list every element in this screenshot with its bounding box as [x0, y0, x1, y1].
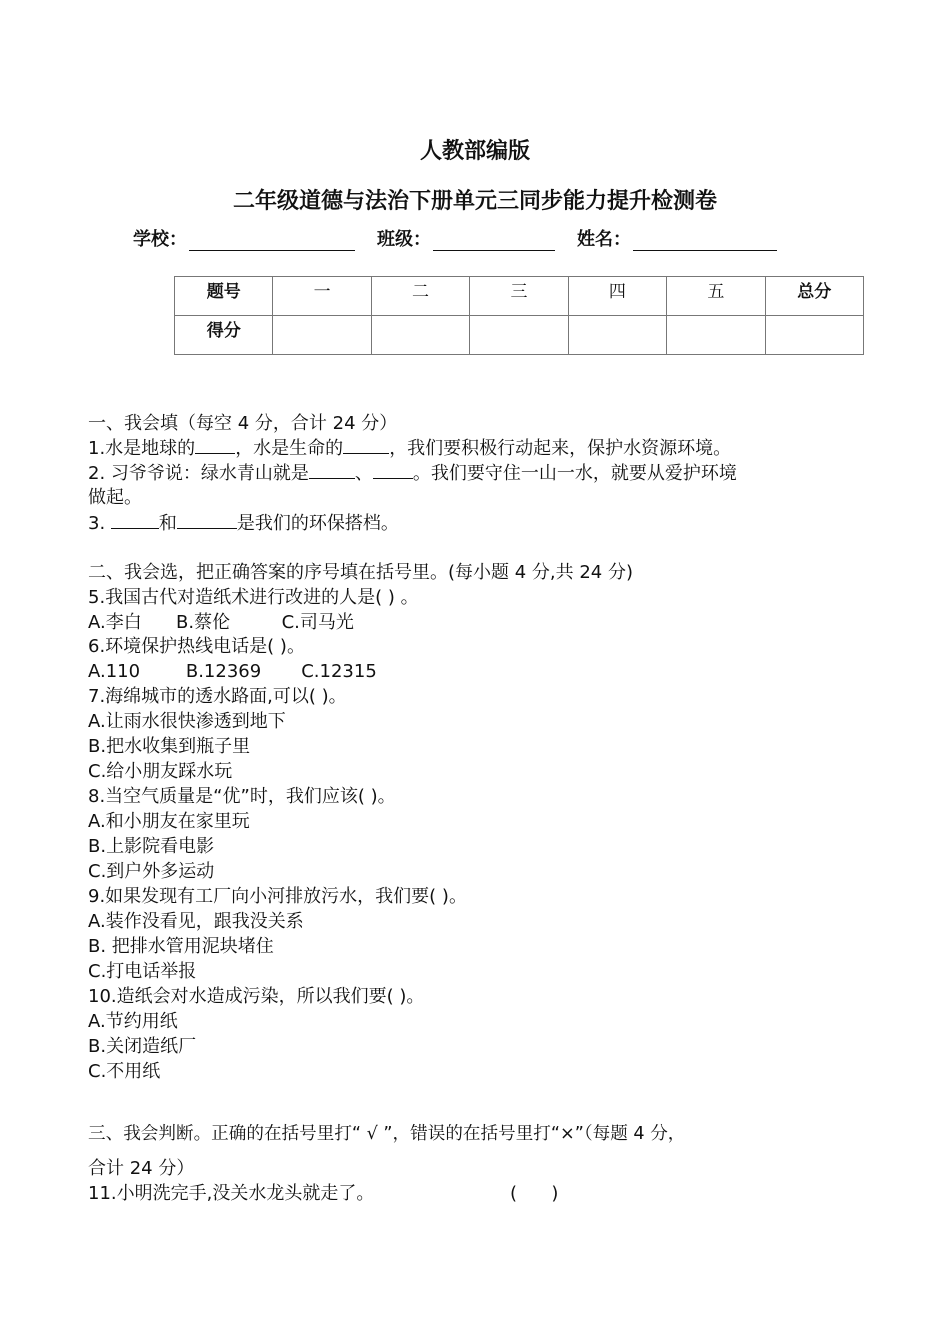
- option: C.不用纸: [88, 1061, 161, 1082]
- q1-part-a: 1.水是地球的: [88, 438, 196, 459]
- option: B.关闭造纸厂: [88, 1036, 197, 1057]
- option: B.把水收集到瓶子里: [88, 736, 251, 757]
- question-3: [88, 510, 399, 535]
- option: A.节约用纸: [88, 1011, 178, 1032]
- q3-blank-2[interactable]: [177, 510, 237, 529]
- option: C.打电话举报: [88, 961, 197, 982]
- student-info-row: [133, 225, 783, 251]
- question-6: 6.环境保护热线电话是( )。: [88, 636, 305, 657]
- score-table-score-row: [175, 316, 864, 355]
- score-cell[interactable]: [273, 316, 371, 355]
- option: B. 把排水管用泥块堵住: [88, 936, 274, 957]
- question-11: 11.小明洗完手,没关水龙头就走了。: [88, 1183, 375, 1204]
- score-table-header-row: [175, 277, 864, 316]
- q3-part-a: 3.: [88, 513, 111, 534]
- question-5: 5.我国古代对造纸术进行改进的人是( ) 。: [88, 587, 419, 608]
- q2-part-c: 。我们要守住一山一水，就要从爱护环境: [412, 463, 737, 484]
- section3-heading: 三、我会判断。正确的在括号里打“ √ ”，错误的在括号里打“×”（每题 4 分，: [88, 1124, 686, 1144]
- header-cell: 一: [273, 277, 371, 316]
- name-label: 姓名：: [577, 229, 631, 250]
- class-label: 班级：: [377, 229, 431, 250]
- q2-part-b: 、: [354, 463, 373, 484]
- school-label: 学校：: [133, 229, 187, 250]
- score-table: [174, 276, 864, 355]
- option: C.给小朋友踩水玩: [88, 761, 233, 782]
- question-10: 10.造纸会对水造成污染，所以我们要( )。: [88, 986, 425, 1007]
- section1-heading: 一、我会填（每空 4 分，合计 24 分）: [88, 413, 398, 434]
- option: B.上影院看电影: [88, 836, 215, 857]
- header-cell: 题号: [175, 277, 273, 316]
- option: A.装作没看见，跟我没关系: [88, 911, 304, 932]
- q2-part-a: 2. 习爷爷说：绿水青山就是: [88, 463, 309, 484]
- score-cell[interactable]: [568, 316, 666, 355]
- section3-heading-cont: 合计 24 分）: [88, 1158, 195, 1179]
- header-cell: 总分: [765, 277, 863, 316]
- exam-title: 二年级道德与法治下册单元三同步能力提升检测卷: [232, 189, 717, 214]
- q11-answer-bracket[interactable]: ( ): [510, 1183, 559, 1204]
- question-1: [88, 435, 731, 460]
- score-cell[interactable]: [470, 316, 568, 355]
- class-field[interactable]: [433, 232, 555, 251]
- q1-part-c: ，我们要积极行动起来，保护水资源环境。: [389, 438, 732, 459]
- question-6-options: A.110 B.12369 C.12315: [88, 661, 377, 682]
- header-cell: 五: [667, 277, 765, 316]
- school-field[interactable]: [189, 232, 355, 251]
- question-9: 9.如果发现有工厂向小河排放污水，我们要( )。: [88, 886, 467, 907]
- score-cell[interactable]: [667, 316, 765, 355]
- row-label-cell: 得分: [175, 316, 273, 355]
- header-cell: 四: [568, 277, 666, 316]
- score-cell[interactable]: [371, 316, 469, 355]
- q2-blank-1[interactable]: [309, 460, 355, 479]
- option: A.和小朋友在家里玩: [88, 811, 250, 832]
- question-5-options: A.李白 B.蔡伦 C.司马光: [88, 612, 354, 633]
- q1-blank-2[interactable]: [343, 435, 389, 454]
- publisher-heading: 人教部编版: [419, 139, 530, 164]
- q1-part-b: ，水是生命的: [235, 438, 344, 459]
- score-cell[interactable]: [765, 316, 863, 355]
- option: A.让雨水很快渗透到地下: [88, 711, 286, 732]
- question-2-cont: 做起。: [88, 487, 142, 508]
- q3-blank-1[interactable]: [111, 510, 159, 529]
- q2-blank-2[interactable]: [373, 460, 413, 479]
- name-field[interactable]: [633, 232, 777, 251]
- header-cell: 三: [470, 277, 568, 316]
- q3-part-b: 和: [158, 513, 177, 534]
- section2-heading: 二、我会选，把正确答案的序号填在括号里。(每小题 4 分,共 24 分): [88, 562, 634, 583]
- q1-blank-1[interactable]: [195, 435, 235, 454]
- q3-part-c: 是我们的环保搭档。: [236, 513, 399, 534]
- option: C.到户外多运动: [88, 861, 215, 882]
- question-7: 7.海绵城市的透水路面,可以( )。: [88, 686, 347, 707]
- question-2: [88, 460, 737, 485]
- question-8: 8.当空气质量是“优”时，我们应该( )。: [88, 786, 396, 807]
- header-cell: 二: [371, 277, 469, 316]
